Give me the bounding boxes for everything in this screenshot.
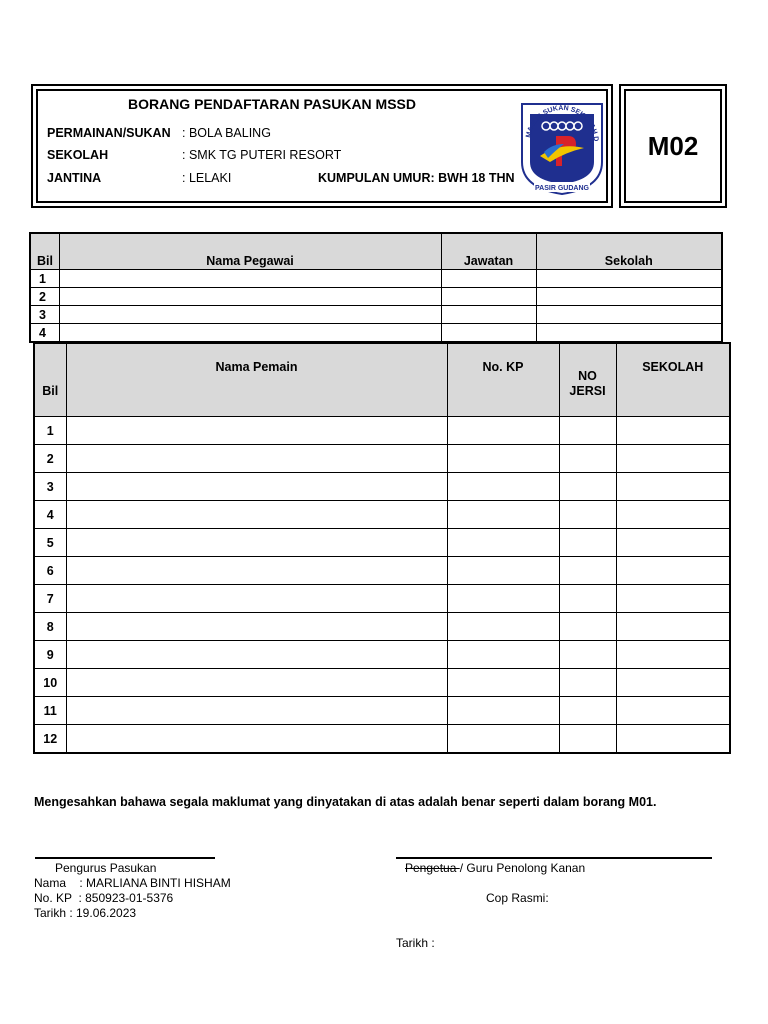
nama-cell[interactable] <box>66 417 447 445</box>
jersi-cell[interactable] <box>559 669 616 697</box>
sekolah-cell[interactable] <box>616 697 730 725</box>
nama-cell[interactable] <box>66 557 447 585</box>
sekolah-cell[interactable] <box>616 557 730 585</box>
table-row <box>30 270 722 288</box>
nama-cell[interactable] <box>66 669 447 697</box>
officials-header-jawatan: Jawatan <box>441 233 536 270</box>
nokp-cell[interactable] <box>447 557 559 585</box>
row-number: 1 <box>30 270 59 288</box>
players-header-jersi: NO JERSI <box>559 343 616 417</box>
officials-header-row <box>30 233 722 270</box>
permainan-value: : BOLA BALING <box>182 126 271 140</box>
jersi-cell[interactable] <box>559 585 616 613</box>
table-row <box>34 669 730 697</box>
nokp-cell[interactable] <box>447 417 559 445</box>
form-code: M02 <box>624 89 722 203</box>
table-row <box>34 613 730 641</box>
row-number: 1 <box>34 417 66 445</box>
nokp-cell[interactable] <box>447 641 559 669</box>
officials-header-bil: Bil <box>30 233 59 270</box>
signature-nama: Nama : MARLIANA BINTI HISHAM <box>34 876 231 890</box>
signature-line-right <box>396 857 712 859</box>
nama-cell[interactable] <box>66 613 447 641</box>
table-row <box>34 641 730 669</box>
row-number: 5 <box>34 529 66 557</box>
row-number: 9 <box>34 641 66 669</box>
struck-role: Pengetua <box>405 861 460 875</box>
row-number: 4 <box>34 501 66 529</box>
nama-cell[interactable] <box>59 270 441 288</box>
kumpulan-umur: KUMPULAN UMUR: BWH 18 THN <box>318 171 515 185</box>
jersi-cell[interactable] <box>559 641 616 669</box>
sekolah-cell[interactable] <box>536 288 722 306</box>
nokp-cell[interactable] <box>447 585 559 613</box>
permainan-label: PERMAINAN/SUKAN <box>47 126 171 140</box>
sekolah-cell[interactable] <box>536 324 722 343</box>
players-header-row <box>34 343 730 417</box>
nokp-cell[interactable] <box>447 725 559 754</box>
sekolah-label: SEKOLAH <box>47 148 109 162</box>
table-row <box>34 473 730 501</box>
players-header-bil: Bil <box>34 343 66 417</box>
players-header-nokp: No. KP <box>447 343 559 417</box>
table-row <box>34 445 730 473</box>
nokp-cell[interactable] <box>447 613 559 641</box>
row-number: 3 <box>34 473 66 501</box>
nama-cell[interactable] <box>59 288 441 306</box>
nama-cell[interactable] <box>66 473 447 501</box>
row-number: 4 <box>30 324 59 343</box>
row-number: 12 <box>34 725 66 754</box>
jersi-cell[interactable] <box>559 417 616 445</box>
confirmation-text: Mengesahkan bahawa segala maklumat yang dinyatakan di atas adalah benar seperti dalam borang M01. <box>34 795 657 809</box>
row-number: 11 <box>34 697 66 725</box>
sekolah-cell[interactable] <box>616 669 730 697</box>
mssd-logo <box>516 96 608 196</box>
table-row <box>34 501 730 529</box>
signature-tarikh-left: Tarikh : 19.06.2023 <box>34 906 137 920</box>
jersi-cell[interactable] <box>559 529 616 557</box>
sekolah-cell[interactable] <box>616 613 730 641</box>
cop-rasmi: Cop Rasmi: <box>486 891 549 905</box>
table-row <box>34 557 730 585</box>
sekolah-value: : SMK TG PUTERI RESORT <box>182 148 342 162</box>
signature-nokp: No. KP : 850923-01-5376 <box>34 891 174 905</box>
table-row <box>34 725 730 754</box>
table-row <box>30 306 722 324</box>
jawatan-cell[interactable] <box>441 270 536 288</box>
jersi-cell[interactable] <box>559 613 616 641</box>
nokp-cell[interactable] <box>447 473 559 501</box>
nama-cell[interactable] <box>66 697 447 725</box>
form-title: BORANG PENDAFTARAN PASUKAN MSSD <box>127 96 417 112</box>
sekolah-cell[interactable] <box>616 417 730 445</box>
jawatan-cell[interactable] <box>441 324 536 343</box>
jantina-value: : LELAKI <box>182 171 232 185</box>
players-header-sekolah: SEKOLAH <box>616 343 730 417</box>
table-row <box>30 324 722 343</box>
jersi-cell[interactable] <box>559 501 616 529</box>
nama-cell[interactable] <box>66 445 447 473</box>
row-number: 10 <box>34 669 66 697</box>
table-row <box>34 417 730 445</box>
nokp-cell[interactable] <box>447 669 559 697</box>
sekolah-cell[interactable] <box>536 270 722 288</box>
players-table <box>33 342 731 754</box>
sekolah-cell[interactable] <box>536 306 722 324</box>
nama-cell[interactable] <box>66 585 447 613</box>
row-number: 2 <box>30 288 59 306</box>
sekolah-cell[interactable] <box>616 725 730 754</box>
nokp-cell[interactable] <box>447 529 559 557</box>
nama-cell[interactable] <box>66 725 447 754</box>
jawatan-cell[interactable] <box>441 306 536 324</box>
row-number: 2 <box>34 445 66 473</box>
row-number: 6 <box>34 557 66 585</box>
signature-role-left: Pengurus Pasukan <box>55 861 157 875</box>
players-header-nama: Nama Pemain <box>66 343 447 417</box>
jawatan-cell[interactable] <box>441 288 536 306</box>
nama-cell[interactable] <box>66 529 447 557</box>
sekolah-cell[interactable] <box>616 501 730 529</box>
officials-header-nama: Nama Pegawai <box>59 233 441 270</box>
table-row <box>34 585 730 613</box>
jersi-cell[interactable] <box>559 473 616 501</box>
sekolah-cell[interactable] <box>616 445 730 473</box>
nokp-cell[interactable] <box>447 501 559 529</box>
nama-cell[interactable] <box>59 306 441 324</box>
signature-line-left <box>35 857 215 859</box>
row-number: 8 <box>34 613 66 641</box>
table-row <box>30 288 722 306</box>
sekolah-cell[interactable] <box>616 585 730 613</box>
officials-header-sekolah: Sekolah <box>536 233 722 270</box>
sekolah-cell[interactable] <box>616 473 730 501</box>
svg-text:PASIR GUDANG: PASIR GUDANG <box>535 185 589 192</box>
nama-cell[interactable] <box>59 324 441 343</box>
jersi-cell[interactable] <box>559 557 616 585</box>
nama-cell[interactable] <box>66 501 447 529</box>
nama-cell[interactable] <box>66 641 447 669</box>
nokp-cell[interactable] <box>447 697 559 725</box>
role-text: / Guru Penolong Kanan <box>459 861 586 875</box>
jersi-cell[interactable] <box>559 445 616 473</box>
row-number: 7 <box>34 585 66 613</box>
table-row <box>34 697 730 725</box>
jersi-cell[interactable] <box>559 697 616 725</box>
signature-role-right <box>405 861 585 876</box>
row-number: 3 <box>30 306 59 324</box>
svg-text:MAJLIS SUKAN SEKOLAH DAERAH: MAJLIS SUKAN SEKOLAH D <box>525 104 600 142</box>
table-row <box>34 529 730 557</box>
sekolah-cell[interactable] <box>616 529 730 557</box>
jersi-cell[interactable] <box>559 725 616 754</box>
nokp-cell[interactable] <box>447 445 559 473</box>
signature-tarikh-right: Tarikh : <box>396 936 435 950</box>
officials-table <box>29 232 723 343</box>
sekolah-cell[interactable] <box>616 641 730 669</box>
jantina-label: JANTINA <box>47 171 102 185</box>
